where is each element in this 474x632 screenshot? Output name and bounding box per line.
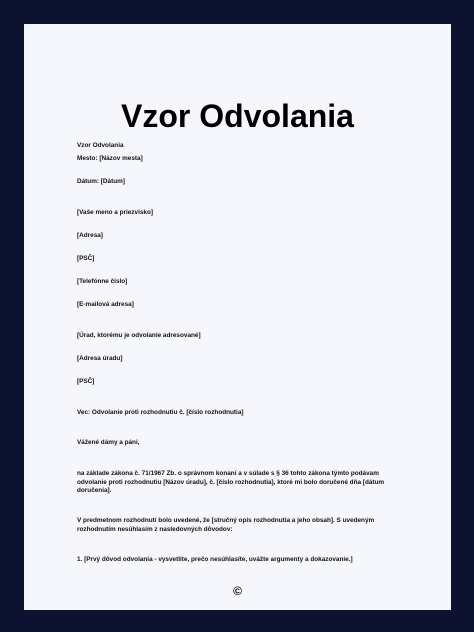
sender-email: [E-mailová adresa] — [77, 301, 134, 308]
subject-line: Vec: Odvolanie proti rozhodnutiu č. [číslo rozhodnutia] — [77, 409, 244, 416]
sender-postcode: [PSČ] — [77, 255, 95, 262]
recipient-office: [Úrad, ktorému je odvolanie adresované] — [77, 332, 201, 339]
document-page — [24, 24, 451, 610]
sender-address: [Adresa] — [77, 232, 103, 239]
salutation: Vážené dámy a páni, — [77, 439, 140, 446]
recipient-postcode: [PSČ] — [77, 378, 95, 385]
sender-name: [Vaše meno a priezvisko] — [77, 209, 154, 216]
reason-item-1: 1. [Prvý dôvod odvolania - vysvetlite, prečo nesúhlasíte, uvážte argumenty a dokazovanie.] — [77, 556, 353, 563]
sender-phone: [Telefónne číslo] — [77, 278, 128, 285]
body-paragraph-2: V predmetnom rozhodnutí bolo uvedené, že [stručný opis rozhodnutia a jeho obsah]. S uvedeným rozhodnutím nesúhlasím z nasledovných dôvodov: — [77, 517, 375, 533]
header-label: Vzor Odvolania — [77, 142, 124, 149]
body-paragraph-1: na základe zákona č. 71/1967 Zb. o správnom konaní a v súlade s § 36 tohto zákona týmto podávam odvolanie proti rozhodnutiu [Názov úradu], č. [číslo rozhodnutia], ktoré mi bolo doručené dňa [dátum doručenia]. — [77, 470, 385, 495]
document-title: Vzor Odvolania — [121, 98, 354, 134]
city-line: Mesto: [Názov mesta] — [77, 155, 143, 162]
recipient-address: [Adresa úradu] — [77, 355, 123, 362]
date-line: Dátum: [Dátum] — [77, 178, 125, 185]
copyright-icon: © — [233, 584, 242, 598]
